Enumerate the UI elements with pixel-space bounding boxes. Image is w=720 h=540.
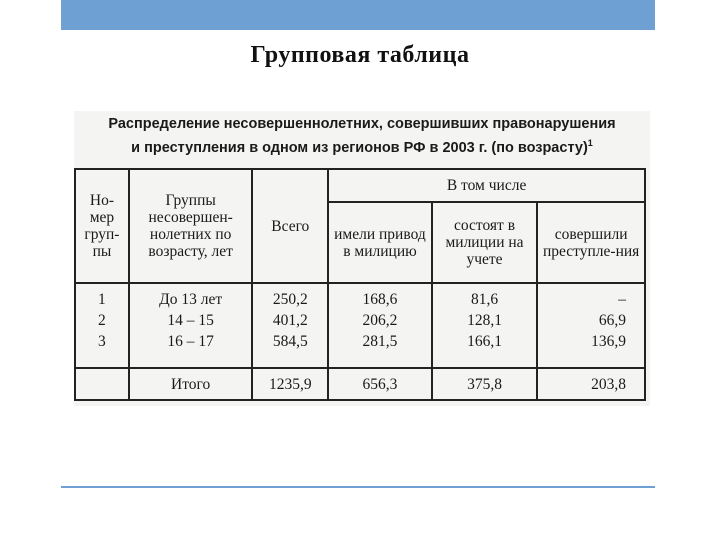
- total-cell: [252, 283, 328, 368]
- table-cell: 81,6: [470, 291, 499, 308]
- table-cell: –: [618, 291, 626, 308]
- totals-detained: 656,3: [328, 368, 432, 400]
- totals-total: 1235,9: [252, 368, 328, 400]
- table-cell: 66,9: [598, 312, 626, 329]
- table-cell: 281,5: [362, 333, 398, 350]
- table-cell: 250,2: [272, 291, 308, 308]
- table-totals-row: [75, 368, 645, 400]
- caption-footnote: 1: [587, 138, 593, 148]
- caption-line-1: Распределение несовершеннолетних, совершивших правонарушения: [108, 116, 616, 132]
- header-crimes: совершили преступле-ния: [537, 202, 645, 283]
- caption-line-2: и преступления в одном из регионов РФ в 2003 г. (по возрасту): [131, 139, 588, 156]
- table-cell: 2: [98, 312, 106, 329]
- group-number-cell: [75, 283, 129, 368]
- scanned-table-image: [74, 111, 650, 406]
- table-cell: 168,6: [362, 291, 398, 308]
- table-cell: 14 – 15: [167, 312, 214, 329]
- table-cell: 206,2: [362, 312, 398, 329]
- totals-empty-cell: [75, 368, 129, 400]
- registered-cell: [432, 283, 538, 368]
- header-detained: имели привод в милицию: [328, 202, 432, 283]
- top-accent-bar: [61, 0, 655, 30]
- table-cell: 16 – 17: [167, 333, 214, 350]
- header-group-number: Но-мер груп-пы: [75, 169, 129, 283]
- detained-cell: [328, 283, 432, 368]
- table-cell: 1: [98, 291, 106, 308]
- header-including: В том числе: [328, 169, 645, 202]
- header-registered: состоят в милиции на учете: [432, 202, 538, 283]
- header-age-groups: Группы несовершен-нолетних по возрасту, лет: [129, 169, 253, 283]
- table-cell: 584,5: [272, 333, 308, 350]
- slide-title: Групповая таблица: [250, 42, 470, 68]
- table-cell: 166,1: [467, 333, 502, 350]
- bottom-accent-line: [61, 486, 655, 488]
- table-caption: [74, 115, 650, 158]
- table-cell: 401,2: [272, 312, 308, 329]
- table-cell: До 13 лет: [159, 291, 223, 308]
- totals-crimes: 203,8: [537, 368, 645, 400]
- table-cell: 136,9: [591, 333, 626, 350]
- group-table: [74, 168, 646, 401]
- crimes-cell: [537, 283, 645, 368]
- table-data-rows: [75, 283, 645, 368]
- age-group-cell: [129, 283, 253, 368]
- table-cell: 3: [98, 333, 106, 350]
- totals-label: Итого: [129, 368, 253, 400]
- totals-registered: 375,8: [432, 368, 538, 400]
- header-total: Всего: [252, 169, 328, 283]
- table-cell: 128,1: [467, 312, 502, 329]
